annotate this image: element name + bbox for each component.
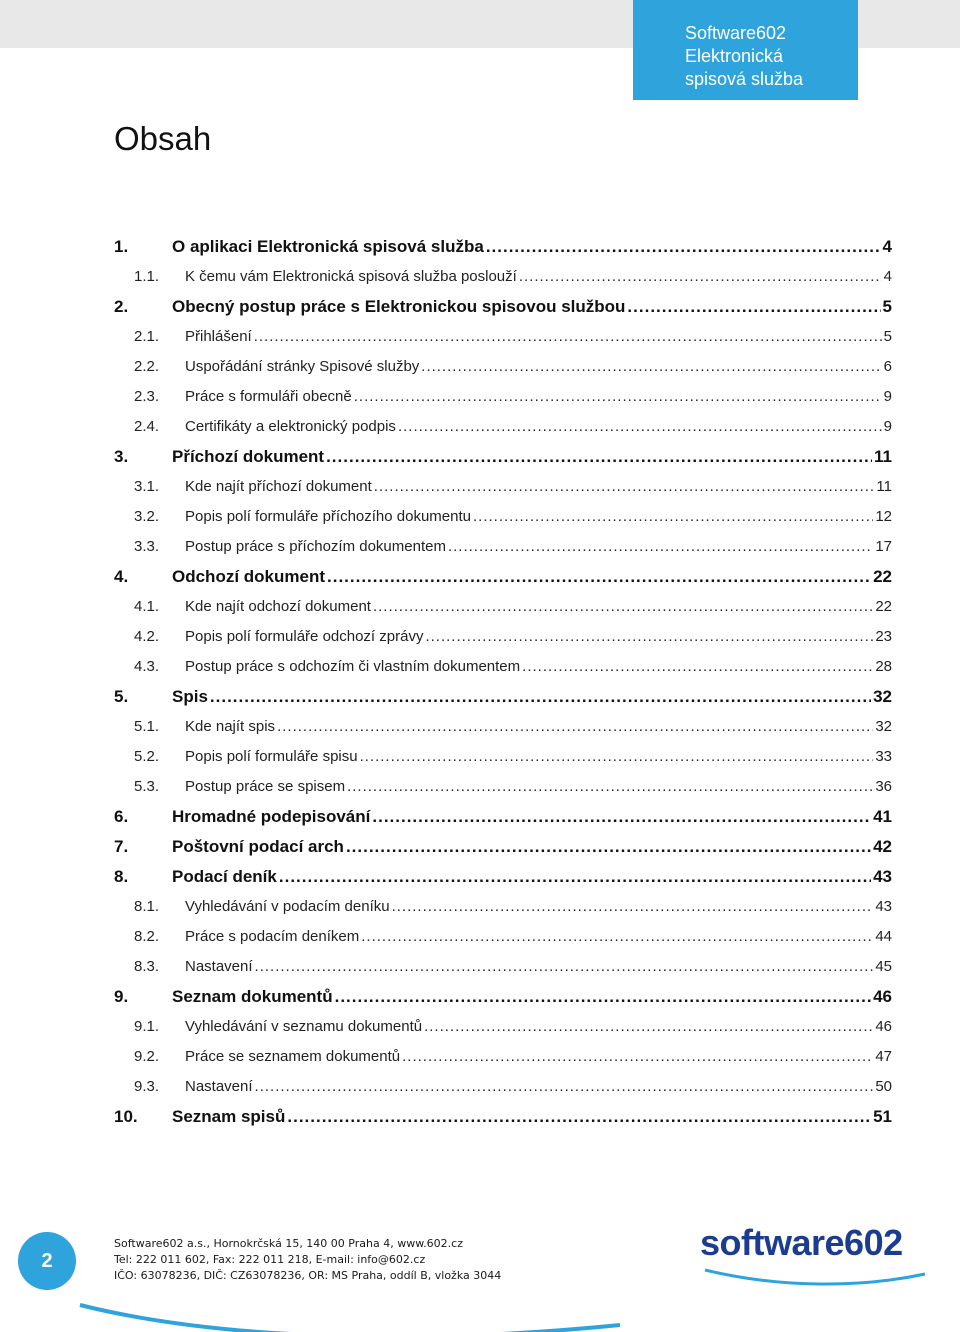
toc-label: Postup práce s odchozím či vlastním dokumentem — [185, 658, 521, 675]
brand-line: spisová služba — [685, 69, 804, 89]
toc-label: Hromadné podepisování — [172, 807, 371, 826]
toc-number: 3.3. — [134, 538, 160, 555]
toc-number: 8.2. — [134, 928, 160, 945]
toc-label: Kde najít příchozí dokument — [185, 478, 372, 495]
toc-label: Popis polí formuláře příchozího dokumentu — [185, 508, 471, 525]
footer-swoosh-decoration — [70, 1270, 630, 1332]
table-of-contents — [114, 232, 892, 1132]
toc-page-number: 43 — [875, 898, 892, 915]
toc-leader-dots — [627, 292, 880, 322]
toc-section-row[interactable] — [114, 892, 892, 922]
toc-label: Odchozí dokument — [172, 567, 325, 586]
toc-leader-dots — [279, 862, 871, 892]
toc-number: 2. — [114, 297, 129, 316]
toc-number: 2.4. — [134, 418, 160, 435]
toc-number: 2.1. — [134, 328, 160, 345]
toc-leader-dots — [425, 622, 873, 652]
toc-leader-dots — [522, 652, 873, 682]
toc-leader-dots — [372, 802, 871, 832]
toc-page-number: 9 — [883, 388, 892, 405]
toc-chapter-row[interactable] — [114, 802, 892, 832]
toc-page-number: 51 — [873, 1107, 892, 1126]
toc-label: Seznam dokumentů — [172, 987, 333, 1006]
toc-page-number: 23 — [875, 628, 892, 645]
toc-section-row[interactable] — [114, 412, 892, 442]
toc-label: Postup práce se spisem — [185, 778, 346, 795]
toc-number: 9.3. — [134, 1078, 160, 1095]
toc-leader-dots — [254, 322, 882, 352]
toc-page-number: 9 — [883, 418, 892, 435]
toc-label: Certifikáty a elektronický podpis — [185, 418, 396, 435]
toc-label: Kde najít spis — [185, 718, 276, 735]
toc-label: Obecný postup práce s Elektronickou spisovou službou — [172, 297, 626, 316]
toc-section-row[interactable] — [114, 1042, 892, 1072]
toc-page-number: 22 — [873, 567, 892, 586]
toc-section-row[interactable] — [114, 472, 892, 502]
toc-leader-dots — [255, 1072, 874, 1102]
footer-line: Software602 a.s., Hornokrčská 15, 140 00 Praha 4, www.602.cz — [114, 1237, 463, 1250]
toc-chapter-row[interactable] — [114, 292, 892, 322]
toc-label: Příchozí dokument — [172, 447, 325, 466]
toc-number: 4.3. — [134, 658, 160, 675]
toc-leader-dots — [519, 262, 882, 292]
toc-number: 7. — [114, 837, 129, 856]
toc-leader-dots — [424, 1012, 873, 1042]
toc-page-number: 32 — [873, 687, 892, 706]
toc-chapter-row[interactable] — [114, 862, 892, 892]
toc-label: K čemu vám Elektronická spisová služba poslouží — [185, 268, 517, 285]
toc-chapter-row[interactable] — [114, 982, 892, 1012]
toc-leader-dots — [347, 772, 873, 802]
toc-page-number: 11 — [874, 447, 892, 466]
toc-number: 9.1. — [134, 1018, 160, 1035]
toc-section-row[interactable] — [114, 262, 892, 292]
toc-label: Popis polí formuláře spisu — [185, 748, 358, 765]
brand-line: Software602 — [685, 23, 787, 43]
toc-number: 5.2. — [134, 748, 160, 765]
brand-box — [633, 0, 858, 100]
toc-number: 9. — [114, 987, 129, 1006]
toc-leader-dots — [346, 832, 871, 862]
toc-page-number: 5 — [882, 297, 892, 316]
toc-page-number: 46 — [875, 1018, 892, 1035]
toc-leader-dots — [335, 982, 871, 1012]
toc-page-number: 45 — [875, 958, 892, 975]
toc-label: Práce s podacím deníkem — [185, 928, 360, 945]
toc-leader-dots — [373, 592, 873, 622]
toc-leader-dots — [360, 742, 874, 772]
toc-page-number: 5 — [883, 328, 892, 345]
toc-section-row[interactable] — [114, 952, 892, 982]
toc-label: Práce se seznamem dokumentů — [185, 1048, 401, 1065]
toc-number: 3.1. — [134, 478, 160, 495]
toc-section-row[interactable] — [114, 1072, 892, 1102]
toc-chapter-row[interactable] — [114, 1102, 892, 1132]
brand-line: Elektronická — [685, 46, 784, 66]
toc-page-number: 33 — [875, 748, 892, 765]
toc-label: Podací deník — [172, 867, 277, 886]
toc-leader-dots — [421, 352, 881, 382]
toc-section-row[interactable] — [114, 532, 892, 562]
toc-page-number: 36 — [875, 778, 892, 795]
toc-leader-dots — [287, 1102, 871, 1132]
toc-page-number: 11 — [876, 478, 892, 495]
toc-section-row[interactable] — [114, 352, 892, 382]
toc-section-row[interactable] — [114, 742, 892, 772]
toc-label: Popis polí formuláře odchozí zprávy — [185, 628, 424, 645]
toc-leader-dots — [398, 412, 882, 442]
toc-page-number: 32 — [875, 718, 892, 735]
toc-label: Kde najít odchozí dokument — [185, 598, 371, 615]
toc-page-number: 46 — [873, 987, 892, 1006]
toc-label: Přihlášení — [185, 328, 252, 345]
toc-number: 3. — [114, 447, 129, 466]
toc-number: 2.3. — [134, 388, 160, 405]
toc-label: Nastavení — [185, 1078, 253, 1095]
toc-section-row[interactable] — [114, 652, 892, 682]
toc-page-number: 4 — [882, 237, 892, 256]
page-title: Obsah — [114, 120, 212, 157]
toc-chapter-row[interactable] — [114, 232, 892, 262]
toc-number: 4.2. — [134, 628, 160, 645]
toc-number: 5.1. — [134, 718, 160, 735]
toc-label: Spis — [172, 687, 208, 706]
toc-number: 3.2. — [134, 508, 160, 525]
toc-number: 6. — [114, 807, 129, 826]
toc-page-number: 17 — [875, 538, 892, 555]
toc-label: Seznam spisů — [172, 1107, 286, 1126]
toc-page-number: 43 — [873, 867, 892, 886]
toc-page-number: 22 — [875, 598, 892, 615]
toc-label: Uspořádání stránky Spisové služby — [185, 358, 420, 375]
toc-number: 9.2. — [134, 1048, 160, 1065]
toc-page-number: 6 — [883, 358, 892, 375]
toc-page-number: 42 — [873, 837, 892, 856]
toc-page-number: 41 — [873, 807, 892, 826]
toc-number: 1. — [114, 237, 129, 256]
toc-page-number: 12 — [875, 508, 892, 525]
toc-section-row[interactable] — [114, 382, 892, 412]
toc-number: 8.1. — [134, 898, 160, 915]
toc-leader-dots — [392, 892, 874, 922]
toc-leader-dots — [374, 472, 875, 502]
toc-page-number: 50 — [875, 1078, 892, 1095]
toc-label: Poštovní podací arch — [172, 837, 344, 856]
toc-section-row[interactable] — [114, 322, 892, 352]
toc-section-row[interactable] — [114, 1012, 892, 1042]
toc-label: Práce s formuláři obecně — [185, 388, 352, 405]
toc-label: Vyhledávání v seznamu dokumentů — [185, 1018, 423, 1035]
toc-label: Postup práce s příchozím dokumentem — [185, 538, 446, 555]
toc-section-row[interactable] — [114, 712, 892, 742]
toc-section-row[interactable] — [114, 502, 892, 532]
toc-number: 10. — [114, 1107, 138, 1126]
toc-chapter-row[interactable] — [114, 442, 892, 472]
toc-label: Nastavení — [185, 958, 253, 975]
toc-leader-dots — [255, 952, 874, 982]
toc-number: 5. — [114, 687, 129, 706]
toc-section-row[interactable] — [114, 592, 892, 622]
toc-leader-dots — [361, 922, 873, 952]
toc-page-number: 4 — [883, 268, 892, 285]
toc-section-row[interactable] — [114, 922, 892, 952]
toc-section-row[interactable] — [114, 622, 892, 652]
page-number-badge: 2 — [18, 1232, 76, 1290]
toc-leader-dots — [326, 442, 872, 472]
toc-leader-dots — [277, 712, 873, 742]
toc-leader-dots — [210, 682, 871, 712]
toc-number: 8.3. — [134, 958, 160, 975]
toc-leader-dots — [327, 562, 871, 592]
toc-chapter-row[interactable] — [114, 832, 892, 862]
toc-leader-dots — [448, 532, 873, 562]
toc-leader-dots — [402, 1042, 873, 1072]
toc-page-number: 47 — [875, 1048, 892, 1065]
toc-leader-dots — [486, 232, 881, 262]
toc-leader-dots — [354, 382, 882, 412]
footer-line: IČO: 63078236, DIČ: CZ63078236, OR: MS Praha, oddíl B, vložka 3044 — [114, 1269, 502, 1282]
toc-leader-dots — [473, 502, 873, 532]
toc-page-number: 44 — [875, 928, 892, 945]
footer-line: Tel: 222 011 602, Fax: 222 011 218, E-mail: info@602.cz — [114, 1253, 426, 1266]
toc-number: 4.1. — [134, 598, 160, 615]
toc-page-number: 28 — [875, 658, 892, 675]
toc-label: O aplikaci Elektronická spisová služba — [172, 237, 484, 256]
toc-label: Vyhledávání v podacím deníku — [185, 898, 390, 915]
toc-section-row[interactable] — [114, 772, 892, 802]
toc-number: 8. — [114, 867, 129, 886]
toc-number: 2.2. — [134, 358, 160, 375]
toc-number: 1.1. — [134, 268, 160, 285]
toc-chapter-row[interactable] — [114, 682, 892, 712]
company-logo: software602 — [700, 1222, 903, 1263]
toc-number: 5.3. — [134, 778, 160, 795]
toc-number: 4. — [114, 567, 129, 586]
logo-swoosh-icon — [700, 1266, 930, 1288]
toc-chapter-row[interactable] — [114, 562, 892, 592]
